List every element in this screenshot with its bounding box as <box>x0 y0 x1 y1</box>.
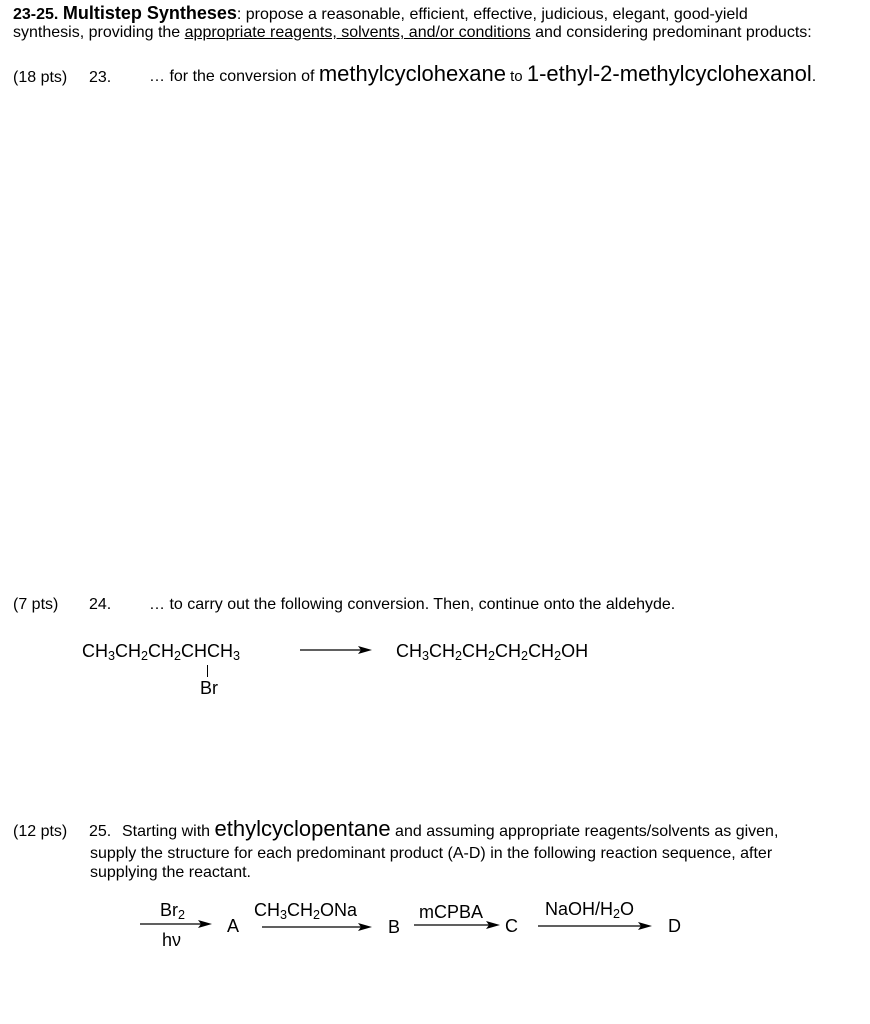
product-d: D <box>668 916 681 936</box>
q24-product-formula: $CH_3CH_2CH_2CH_2CH_2OH$ <box>396 641 589 664</box>
q25-line1-rest: and assuming appropriate reagents/solvents as given, <box>390 823 779 840</box>
q24-reaction-arrow <box>300 644 372 656</box>
q23-target-compound: 1-ethyl-2-methylcyclohexanol <box>526 61 812 86</box>
product-a: A <box>227 916 240 936</box>
q25-line-2: supply the structure for each predominant product (A-D) in the following reaction sequence, after <box>90 845 773 862</box>
underlined-requirement: appropriate reagents, solvents, and/or conditions <box>184 24 531 41</box>
q23-start-compound: methylcyclohexane <box>318 61 506 86</box>
q24-reactant-formula: $CH_3CH_2CH_2CHCH_3$ <box>82 641 241 664</box>
q24-prompt: … to carry out the following conversion. Then, continue onto the aldehyde. <box>149 596 676 613</box>
header-instructions: propose a reasonable, efficient, effective, judicious, elegant, good-yield <box>241 6 748 23</box>
q25-prefix: Starting with <box>122 823 215 840</box>
q25-number: 25. <box>89 823 112 840</box>
bromine-substituent: Br <box>200 678 218 698</box>
title-colon: : <box>236 6 242 23</box>
q24-points: (7 pts) <box>13 596 59 613</box>
q25-points: (12 pts) <box>13 823 68 840</box>
bromine-bond <box>207 665 208 677</box>
product-c: C <box>505 916 518 936</box>
step1-condition: hν <box>162 930 182 950</box>
step3-arrow <box>414 919 500 931</box>
step1-arrow <box>140 918 212 930</box>
step2-arrow <box>262 921 372 933</box>
q25-line-3: supplying the reactant. <box>90 864 251 881</box>
q25-line-1 <box>122 816 778 842</box>
q23-period: . <box>811 68 817 85</box>
header-line2-end: and considering predominant products: <box>530 24 812 41</box>
header-line2-start: synthesis, providing the <box>13 24 185 41</box>
q25-start-compound: ethylcyclopentane <box>214 816 391 841</box>
q23-number: 23. <box>89 69 112 86</box>
header-line-1 <box>13 3 748 24</box>
header-line-2 <box>13 24 812 42</box>
product-b: B <box>388 917 401 937</box>
step1-reagent: $Br_2$ <box>160 900 186 923</box>
step3-reagent: mCPBA <box>419 902 484 922</box>
section-number: 23-25. <box>13 6 59 23</box>
q23-prefix: … for the conversion of <box>149 68 319 85</box>
q23-points: (18 pts) <box>13 69 68 86</box>
q23-prompt <box>149 61 816 87</box>
section-title: Multistep Syntheses <box>62 3 237 23</box>
q23-to: to <box>505 68 527 85</box>
step4-arrow <box>538 920 652 932</box>
q24-number: 24. <box>89 596 112 613</box>
step4-reagent: NaOH/$H_2O$ <box>545 899 635 922</box>
step2-reagent: $CH_3CH_2ONa$ <box>254 900 358 923</box>
